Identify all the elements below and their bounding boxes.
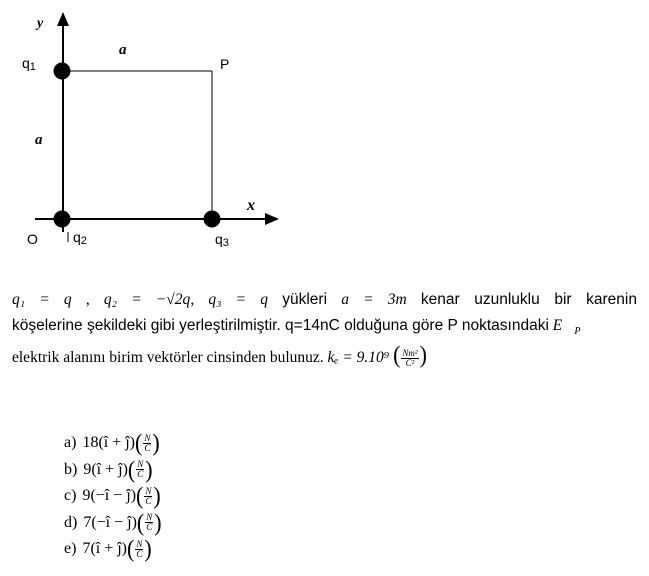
answer-option-a[interactable]: a) 18(î + ĵ) ( $\frac{N}{C}$ ) bbox=[64, 428, 160, 457]
option-value: 9(−î − ĵ) bbox=[82, 487, 137, 504]
answer-option-c[interactable]: c) 9(−î − ĵ) ( $\frac{N}{C}$ ) bbox=[64, 481, 161, 510]
ke-unit-fraction: $\frac{\text{Nm²}}{\text{C²}}$ bbox=[402, 348, 418, 369]
y-axis-label: y bbox=[37, 16, 44, 31]
option-unit-fraction: $\frac{N}{C}$ bbox=[146, 512, 153, 533]
answer-options bbox=[64, 430, 162, 563]
point-p-label: P bbox=[220, 56, 230, 72]
problem-line-1: q₁ = q , q₂ = −√2q, q₃ = q yükleri a = 3m kenar uzunluklu bir karenin bbox=[12, 291, 637, 308]
charge-q2-dot bbox=[54, 211, 71, 228]
problem-line-2: köşelerine şekildeki gibi yerleştirilmiştir. q=14nC olduğuna göre P noktasındaki $E⃗_P$ bbox=[12, 317, 581, 338]
coulomb-constant-expr: kₑ = 9.10⁹ bbox=[327, 349, 390, 367]
option-unit-fraction: $\frac{N}{C}$ bbox=[145, 485, 152, 506]
option-value: 7(−î − ĵ) bbox=[83, 513, 137, 531]
option-unit-fraction: $\frac{N}{C}$ bbox=[136, 538, 143, 559]
q3-label: q3 bbox=[215, 231, 229, 249]
option-letter: b) bbox=[64, 460, 78, 478]
problem-statement bbox=[12, 287, 637, 371]
charge-q1-expr: q₁ = q bbox=[12, 291, 72, 308]
charge-q3-dot bbox=[204, 211, 221, 228]
answer-option-e[interactable]: e) 7(î + ĵ) ( $\frac{N}{C}$ ) bbox=[64, 534, 152, 563]
square-charge-diagram bbox=[0, 0, 300, 260]
field-symbol: $E⃗_P$ bbox=[552, 317, 581, 338]
option-value: 7(î + ĵ) bbox=[82, 540, 128, 557]
option-letter: a) bbox=[64, 434, 77, 451]
option-unit-fraction: $\frac{N}{C}$ bbox=[137, 459, 144, 480]
q2-label: q2 bbox=[73, 229, 87, 247]
option-letter: d) bbox=[64, 513, 78, 531]
charge-q3-expr: q₃ = q bbox=[208, 291, 269, 308]
origin-label: O bbox=[27, 231, 38, 247]
y-axis-arrowhead bbox=[57, 12, 69, 26]
x-axis-label: x bbox=[247, 197, 255, 214]
option-letter: c) bbox=[64, 487, 77, 504]
problem-line-3: elektrik alanını birim vektörler cinsinden bulunuz. kₑ = 9.10⁹ ( $\frac{\text{Nm²}}{\text{C²}}$ ) bbox=[12, 340, 427, 369]
x-axis-arrowhead bbox=[265, 213, 279, 225]
side-length-expr: a = 3m bbox=[341, 291, 407, 308]
charge-q2-expr: q₂ = −√2q bbox=[103, 291, 191, 308]
option-value: 18(î + ĵ) bbox=[82, 434, 136, 451]
side-left-label: a bbox=[35, 132, 43, 148]
charge-q1-dot bbox=[54, 63, 71, 80]
option-letter: e) bbox=[64, 540, 77, 557]
q1-label: q1 bbox=[22, 55, 36, 73]
answer-option-d[interactable]: d) 7(−î − ĵ) ( $\frac{N}{C}$ ) bbox=[64, 508, 162, 536]
option-value: 9(î + ĵ) bbox=[83, 460, 128, 478]
answer-option-b[interactable]: b) 9(î + ĵ) ( $\frac{N}{C}$ ) bbox=[64, 455, 153, 483]
option-unit-fraction: $\frac{N}{C}$ bbox=[144, 432, 151, 453]
side-top-label: a bbox=[119, 42, 127, 58]
